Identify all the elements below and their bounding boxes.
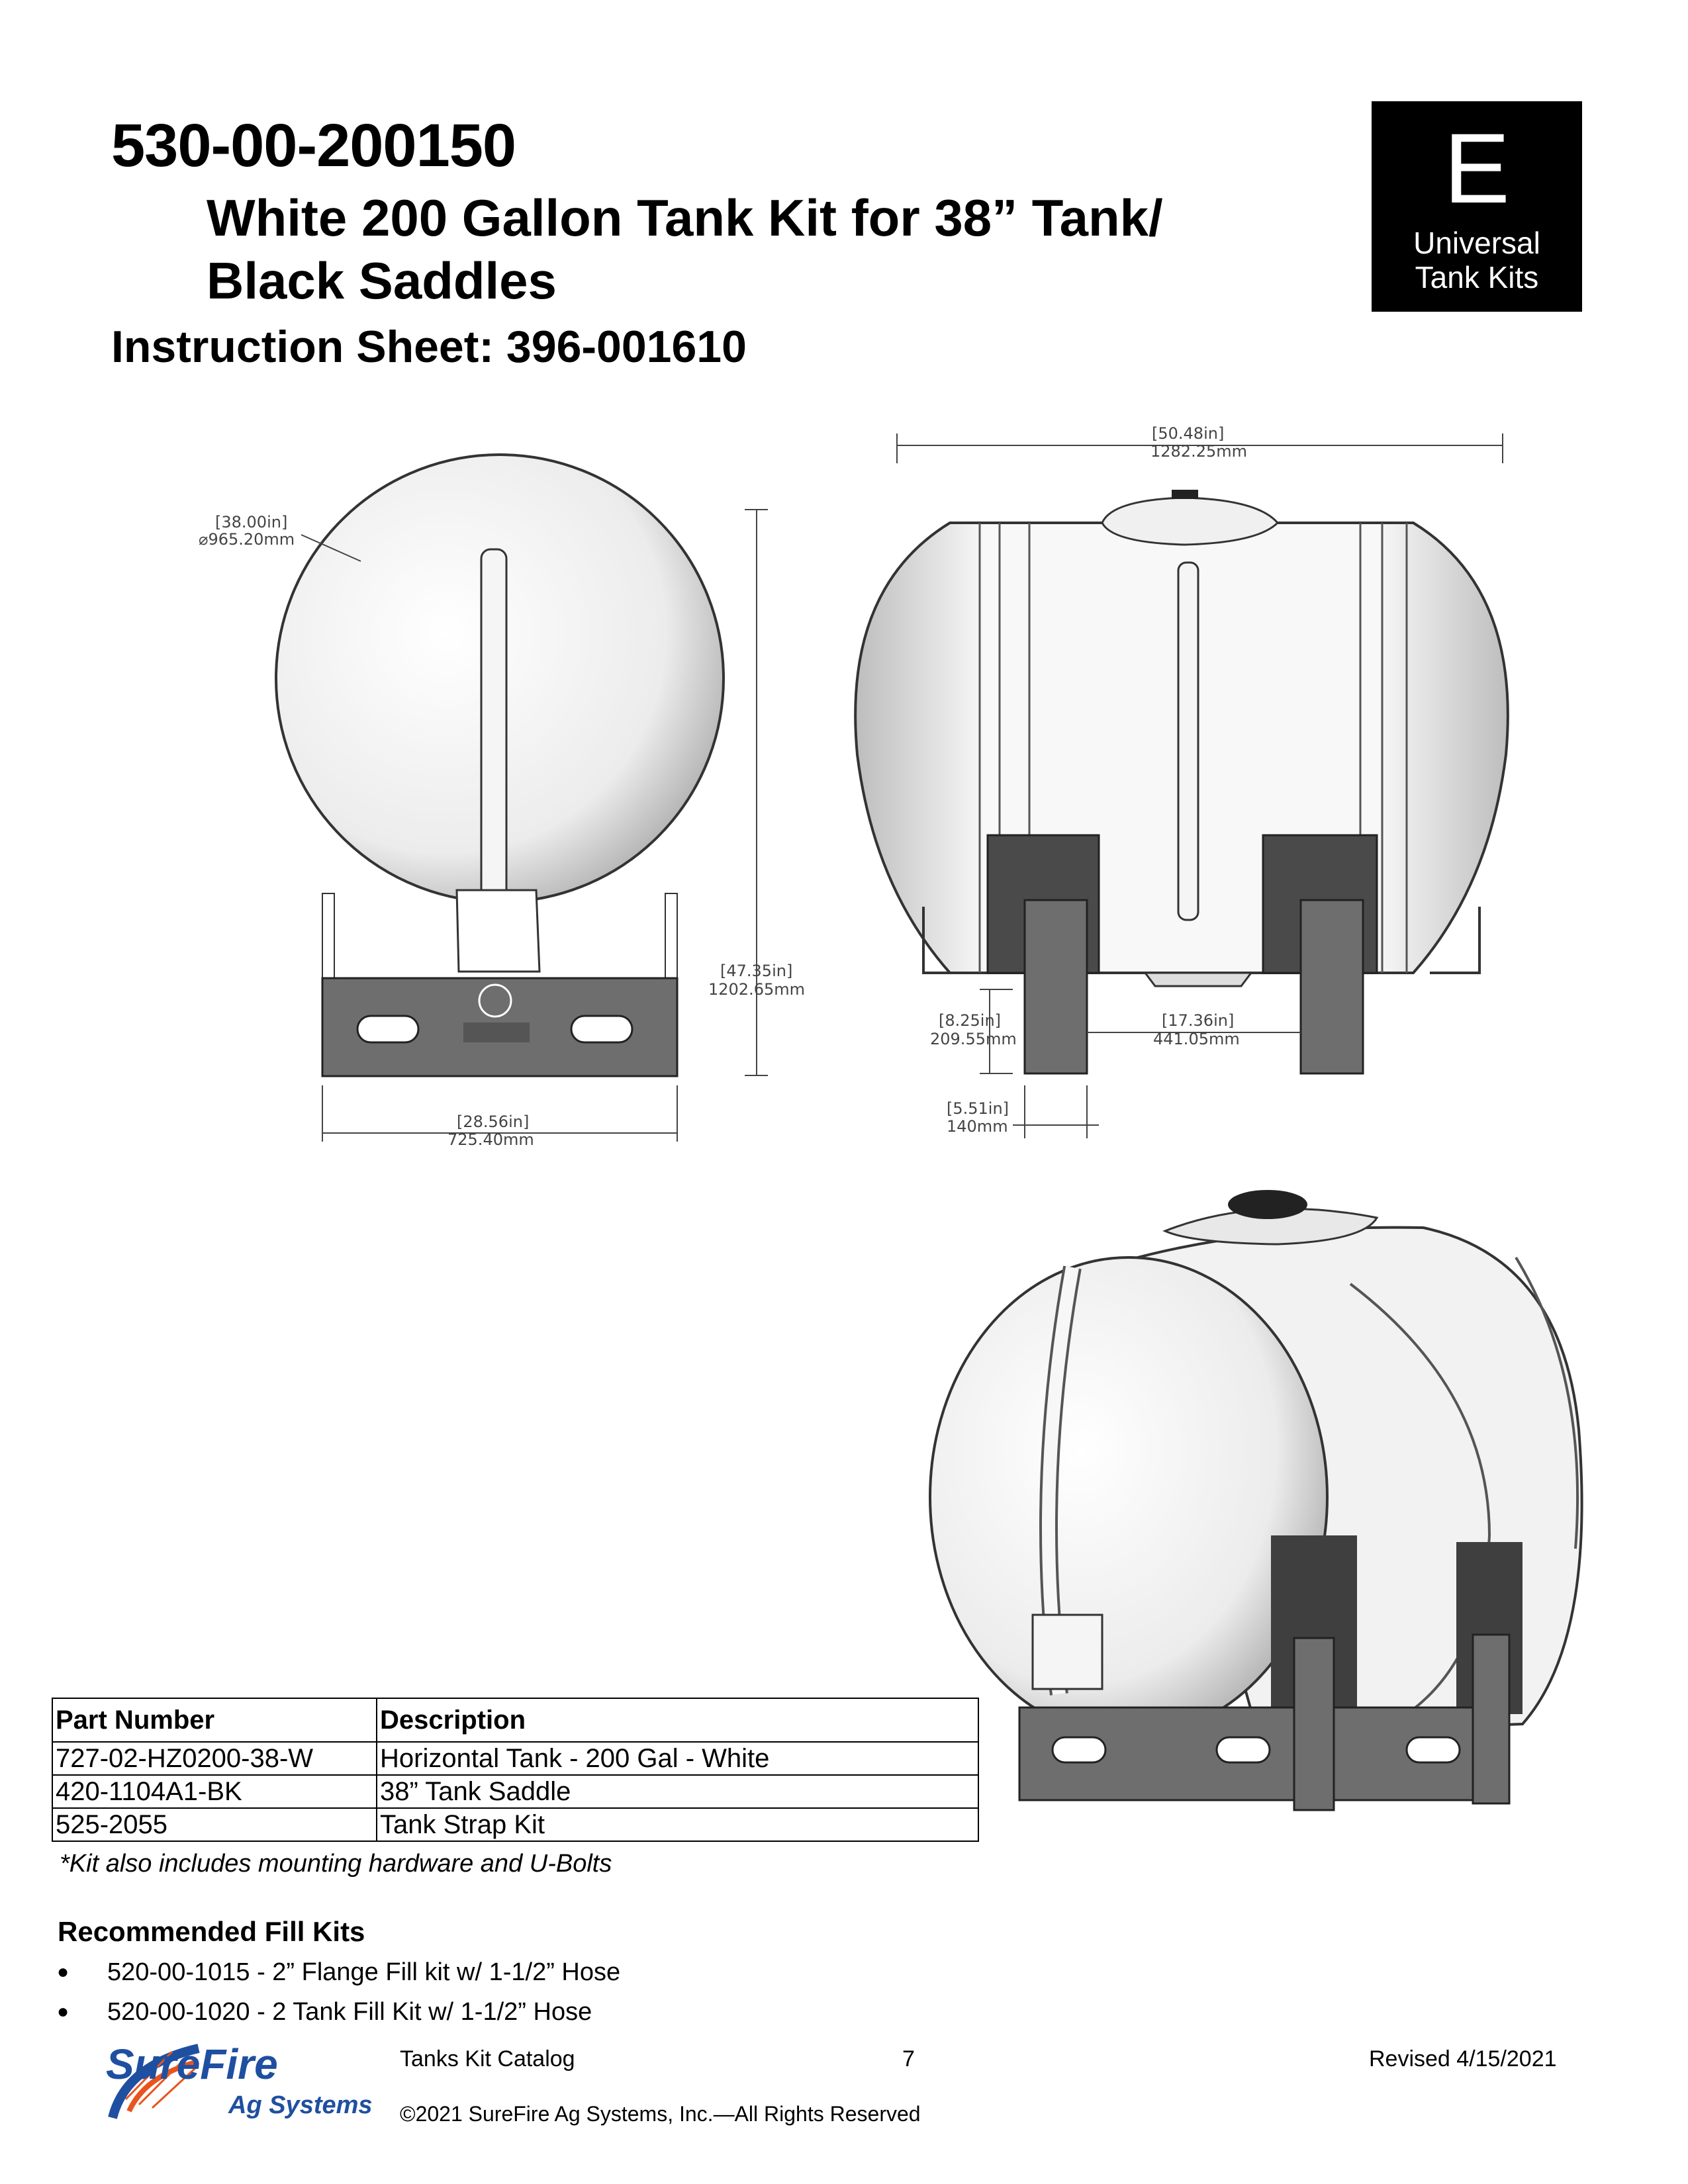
iso-tank-end bbox=[930, 1257, 1327, 1737]
side-foot-width-mm: 140mm bbox=[947, 1117, 1008, 1136]
footer-catalog: Tanks Kit Catalog bbox=[400, 2046, 575, 2071]
iso-saddle-slot bbox=[1407, 1737, 1460, 1762]
front-view-saddle-logo-text bbox=[463, 1023, 530, 1042]
fill-kits-heading: Recommended Fill Kits bbox=[58, 1916, 365, 1947]
list-item bbox=[53, 1992, 620, 2032]
iso-saddle-slot bbox=[1053, 1737, 1105, 1762]
side-saddle-spacing-in: [17.36in] bbox=[1162, 1011, 1235, 1030]
front-view-saddle-slot bbox=[571, 1016, 632, 1042]
logo-subtitle: Ag Systems bbox=[228, 2091, 373, 2119]
side-saddle-spacing-mm: 441.05mm bbox=[1153, 1030, 1240, 1048]
front-height-in: [47.35in] bbox=[720, 962, 793, 980]
front-height-mm: 1202.65mm bbox=[708, 980, 806, 999]
table-cell-description: Tank Strap Kit bbox=[377, 1808, 978, 1841]
front-view-saddle-frame bbox=[665, 893, 677, 978]
side-view-saddle-foot-left bbox=[1025, 900, 1087, 1073]
footer-page-number: 7 bbox=[902, 2046, 915, 2071]
footer-copyright: ©2021 SureFire Ag Systems, Inc.—All Rights Reserved bbox=[400, 2102, 921, 2126]
fill-kits-list bbox=[53, 1952, 620, 2032]
side-length-in: [50.48in] bbox=[1152, 424, 1225, 443]
instruction-sheet: Instruction Sheet: 396-001610 bbox=[111, 322, 747, 372]
bullet-icon: ● bbox=[57, 1961, 70, 1983]
iso-sump bbox=[1033, 1615, 1102, 1689]
front-view-saddle-frame bbox=[322, 893, 334, 978]
side-view-lid bbox=[1172, 490, 1198, 499]
part-number: 530-00-200150 bbox=[111, 112, 516, 179]
iso-saddle-slot bbox=[1217, 1737, 1270, 1762]
side-saddle-height-in: [8.25in] bbox=[939, 1011, 1002, 1030]
table-row bbox=[52, 1775, 978, 1808]
iso-saddle-foot bbox=[1473, 1635, 1509, 1803]
side-view-sump bbox=[1145, 973, 1251, 986]
side-view-saddle-foot-right bbox=[1301, 900, 1363, 1073]
front-diameter-in: [38.00in] bbox=[215, 513, 288, 531]
side-view-sight-gauge bbox=[1178, 563, 1198, 920]
logo-wordmark: SureFire bbox=[106, 2040, 278, 2088]
front-diameter-mm: ⌀965.20mm bbox=[199, 530, 295, 549]
parts-table bbox=[52, 1698, 979, 1842]
kit-note: *Kit also includes mounting hardware and U-Bolts bbox=[60, 1850, 612, 1878]
parts-table-header-part-number: Part Number bbox=[52, 1698, 377, 1742]
table-cell-part-number: 727-02-HZ0200-38-W bbox=[52, 1742, 377, 1775]
isometric-view bbox=[930, 1190, 1582, 1810]
footer-revised: Revised 4/15/2021 bbox=[1369, 2046, 1557, 2071]
list-item bbox=[53, 1952, 620, 1992]
table-row bbox=[52, 1808, 978, 1841]
side-foot-width-in: [5.51in] bbox=[947, 1099, 1009, 1118]
iso-lid bbox=[1228, 1190, 1307, 1219]
kit-title-line1: White 200 Gallon Tank Kit for 38” Tank/ bbox=[207, 189, 1163, 247]
front-view-sight-gauge bbox=[481, 549, 506, 927]
fill-kit-label: 520-00-1020 - 2 Tank Fill Kit w/ 1-1/2” Hose bbox=[107, 1998, 592, 2026]
side-saddle-height-mm: 209.55mm bbox=[930, 1030, 1017, 1048]
table-cell-part-number: 525-2055 bbox=[52, 1808, 377, 1841]
front-view-sump bbox=[457, 890, 539, 972]
section-name-line1: Universal bbox=[1413, 226, 1540, 260]
fill-kit-label: 520-00-1015 - 2” Flange Fill kit w/ 1-1/2” Hose bbox=[107, 1958, 621, 1986]
table-cell-description: 38” Tank Saddle bbox=[377, 1775, 978, 1808]
front-width-in: [28.56in] bbox=[457, 1113, 530, 1131]
bullet-icon: ● bbox=[57, 2001, 70, 2023]
table-row bbox=[52, 1742, 978, 1775]
parts-table-header-row bbox=[52, 1698, 978, 1742]
section-letter: E bbox=[1443, 113, 1511, 224]
table-cell-part-number: 420-1104A1-BK bbox=[52, 1775, 377, 1808]
kit-title-line2: Black Saddles bbox=[207, 251, 557, 310]
side-view bbox=[855, 490, 1508, 1073]
iso-saddle-foot bbox=[1294, 1638, 1334, 1810]
front-width-mm: 725.40mm bbox=[447, 1130, 534, 1149]
front-view bbox=[276, 455, 724, 1076]
front-view-saddle-slot bbox=[357, 1016, 418, 1042]
section-name-line2: Tank Kits bbox=[1415, 260, 1539, 295]
side-length-mm: 1282.25mm bbox=[1150, 442, 1248, 461]
table-cell-description: Horizontal Tank - 200 Gal - White bbox=[377, 1742, 978, 1775]
parts-table-header-description: Description bbox=[377, 1698, 978, 1742]
